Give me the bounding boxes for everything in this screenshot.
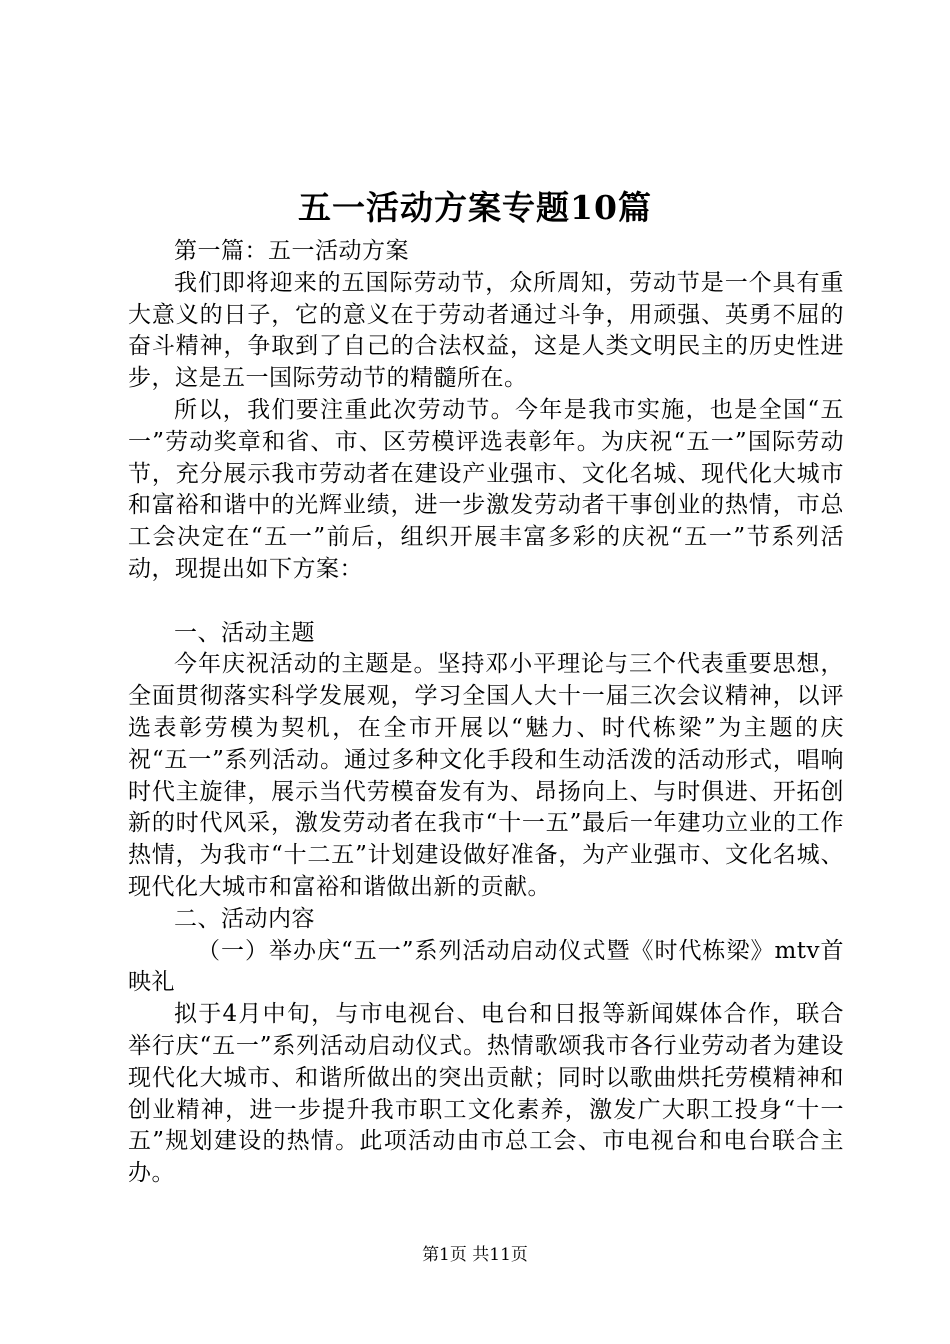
subsection-heading: （一）举办庆“五一”系列活动启动仪式暨《时代栋梁》mtv首映礼 (128, 937, 844, 996)
page-number: 第1页 共11页 (422, 1245, 528, 1265)
body-paragraph: 今年庆祝活动的主题是。坚持邓小平理论与三个代表重要思想，全面贯彻落实科学发展观，学习全国人大十一届三次会议精神，以评选表彰劳模为契机，在全市开展以“魅力、时代栋梁”为主题的庆祝“五一”系列活动。通过多种文化手段和生动活泼的活动形式，唱响时代主旋律，展示当代劳模奋发有为、昂扬向上、与时俱进、开拓创新的时代风采，激发劳动者在我市“十一五”最后一年建功立业的工作热情，为我市“十二五”计划建设做好准备，为产业强市、文化名城、现代化大城市和富裕和谐做出新的贡献。 (128, 651, 844, 900)
chapter-heading: 第一篇：五一活动方案 (174, 238, 409, 264)
document-title: 五一活动方案专题10篇 (298, 188, 652, 227)
section-heading: 一、活动主题 (174, 619, 315, 646)
body-paragraph: 我们即将迎来的五国际劳动节，众所周知，劳动节是一个具有重大意义的日子，它的意义在于劳动者通过斗争，用顽强、英勇不屈的奋斗精神，争取到了自己的合法权益，这是人类文明民主的历史性进步，这是五一国际劳动节的精髓所在。 (128, 269, 844, 392)
body-paragraph: 所以，我们要注重此次劳动节。今年是我市实施，也是全国“五一”劳动奖章和省、市、区劳模评选表彰年。为庆祝“五一”国际劳动节，充分展示我市劳动者在建设产业强市、文化名城、现代化大城市和富裕和谐中的光辉业绩，进一步激发劳动者干事创业的热情，市总工会决定在“五一”前后，组织开展丰富多彩的庆祝“五一”节系列活动，现提出如下方案： (128, 396, 844, 582)
document-body (128, 236, 844, 1190)
body-paragraph: 拟于4月中旬，与市电视台、电台和日报等新闻媒体合作，联合举行庆“五一”系列活动启动仪式。热情歌颂我市各行业劳动者为建设现代化大城市、和谐所做出的突出贡献；同时以歌曲烘托劳模精神和创业精神，进一步提升我市职工文化素养，激发广大职工投身“十一五”规划建设的热情。此项活动由市总工会、市电视台和电台联合主办。 (128, 1001, 844, 1187)
section-heading: 二、活动内容 (174, 905, 315, 932)
blank-line (128, 586, 844, 618)
